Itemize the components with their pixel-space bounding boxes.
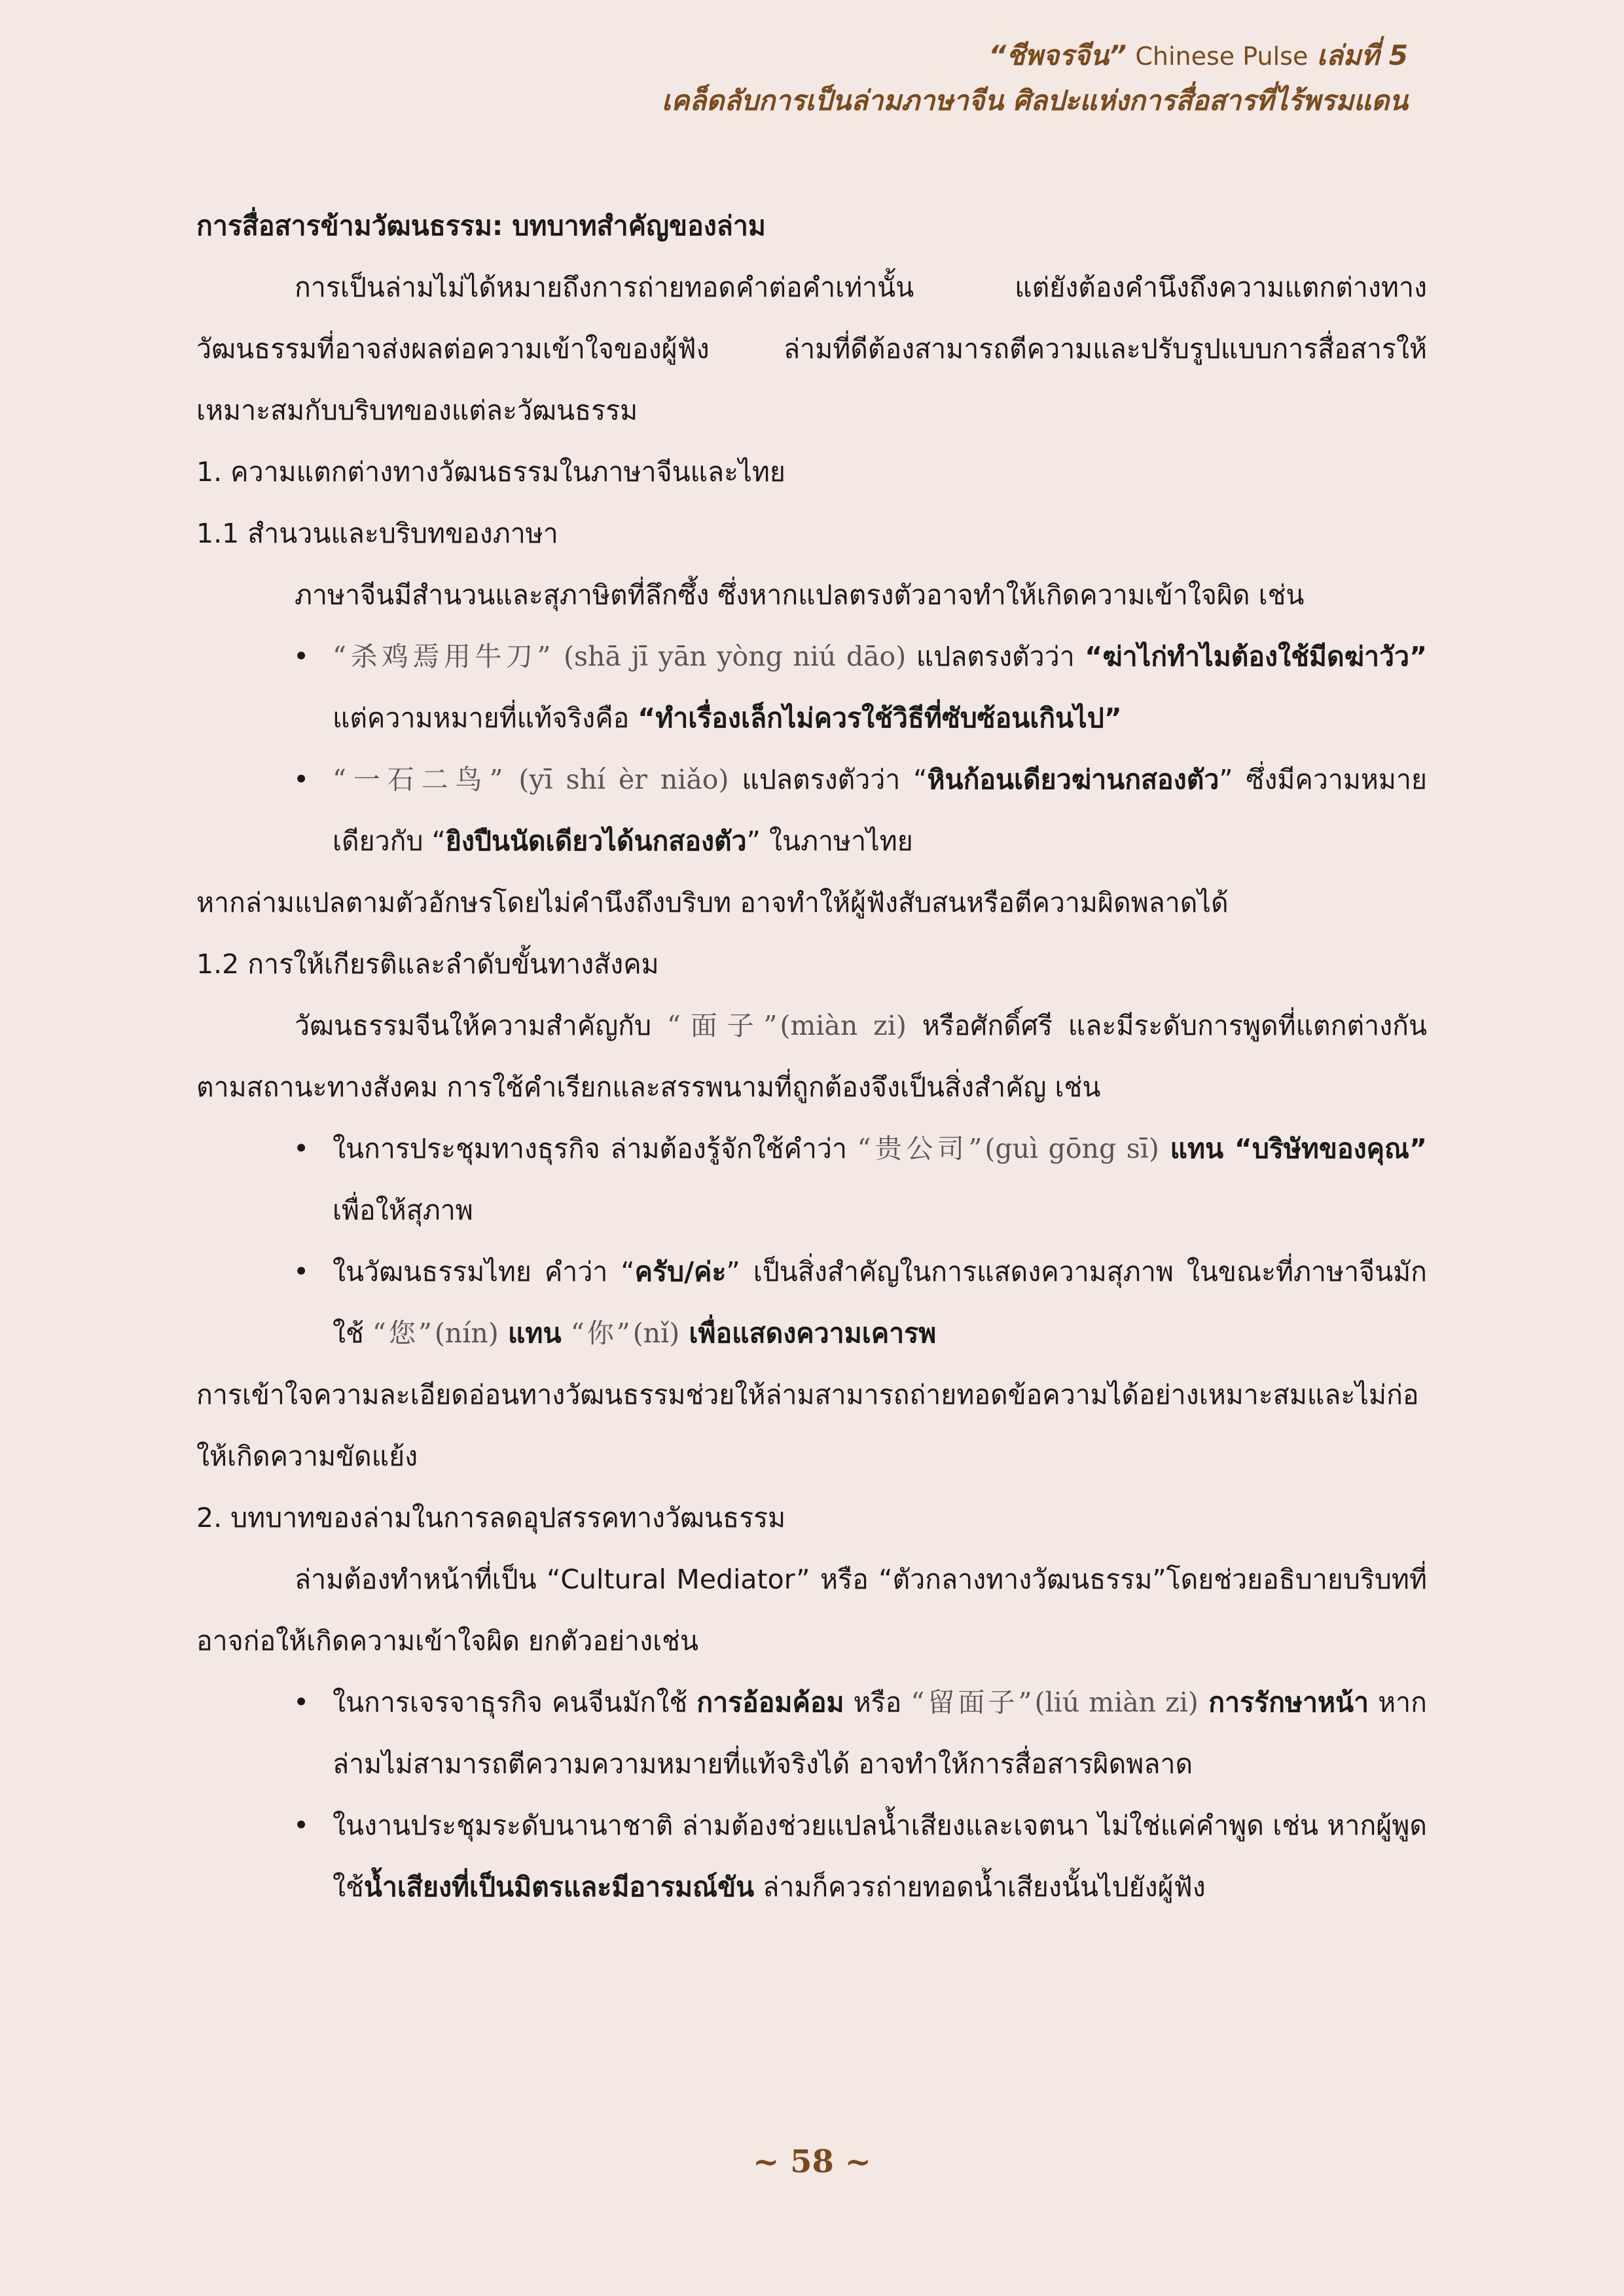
list-item — [196, 1118, 1427, 1241]
list-text: ในการเจรจาธุรกิจ คนจีนมักใช้ — [333, 1687, 697, 1718]
paragraph-2: ล่ามต้องทำหน้าที่เป็น “Cultural Mediator” หรือ “ตัวกลางทางวัฒนธรรม”โดยช่วยอธิบายบริบทที่อาจก่อให้เกิดความเข้าใจผิด ยกตัวอย่างเช่น — [196, 1564, 1427, 1657]
bold-text: น้ำเสียงที่เป็นมิตรและมีอารมณ์ขัน — [363, 1871, 755, 1903]
heading-1-1: 1.1 สำนวนและบริบทของภาษา — [196, 518, 558, 549]
section-title: การสื่อสารข้ามวัฒนธรรม: บทบาทสำคัญของล่าม — [196, 210, 766, 242]
list-text: ในงานประชุมระดับนานาชาติ ล่ามต้องช่วยแปลน้ำเสียงและเจตนา ไม่ใช่แค่คำพูด เช่น หากผู้พูดใช้ — [333, 1810, 1427, 1903]
running-header — [662, 34, 1408, 124]
list-text: เพื่อให้สุภาพ — [333, 1194, 473, 1226]
list-text: ” ในภาษาไทย — [746, 825, 913, 857]
list-item — [196, 1672, 1427, 1795]
pinyin-text: (shā jī yān yòng niú dāo) — [564, 641, 907, 672]
pinyin-text: (guì gōng sī) — [984, 1133, 1159, 1164]
idiom-list — [196, 626, 1427, 872]
bold-text: แทน “บริษัทของคุณ” — [1159, 1133, 1427, 1164]
bold-text: แทน — [498, 1318, 571, 1349]
list-text: แต่ความหมายที่แท้จริงคือ — [333, 702, 638, 734]
list-text: ” ซึ่งมีความหมายเดียวกับ “ — [333, 764, 1427, 857]
brand-thai: “ชีพจรจีน” — [988, 39, 1127, 71]
pinyin-text: (nǐ) — [632, 1318, 680, 1349]
bold-text: หินก้อนเดียวฆ่านกสองตัว — [927, 764, 1219, 795]
list-item — [196, 1241, 1427, 1364]
list-text: ในวัฒนธรรมไทย คำว่า “ — [333, 1256, 635, 1287]
paragraph-1-2-conclusion: การเข้าใจความละเอียดอ่อนทางวัฒนธรรมช่วยให้ล่ามสามารถถ่ายทอดข้อความได้อย่างเหมาะสมและไม่ก่อให้เกิดความขัดแย้ง — [196, 1379, 1419, 1472]
pinyin-text: (nín) — [434, 1318, 499, 1349]
bullet: • — [293, 1810, 310, 1841]
bold-text: “ทำเรื่องเล็กไม่ควรใช้วิธีที่ซับซ้อนเกินไป” — [638, 702, 1122, 734]
header-subtitle: เคล็ดลับการเป็นล่ามภาษาจีน ศิลปะแห่งการสื่อสารที่ไร้พรมแดน — [661, 84, 1408, 117]
paragraph-1-1-conclusion: หากล่ามแปลตามตัวอักษรโดยไม่คำนึงถึงบริบท อาจทำให้ผู้ฟังสับสนหรือตีความผิดพลาดได้ — [196, 887, 1229, 918]
paragraph-1-2 — [196, 995, 1427, 1118]
chinese-text: “面子” — [666, 1010, 780, 1041]
pinyin-text: (liú miàn zi) — [1034, 1687, 1199, 1718]
heading-1: 1. ความแตกต่างทางวัฒนธรรมในภาษาจีนและไทย — [196, 456, 785, 488]
para-text: วัฒนธรรมจีนให้ความสำคัญกับ — [295, 1010, 667, 1041]
pinyin-text: (yī shí èr niǎo) — [518, 764, 729, 795]
intro-paragraph: การเป็นล่ามไม่ได้หมายถึงการถ่ายทอดคำต่อคำเท่านั้น แต่ยังต้องคำนึงถึงความแตกต่างทางวัฒนธรรมที่อาจส่งผลต่อความเข้าใจของผู้ฟัง ล่ามที่ดีต้องสามารถตีความและปรับรูปแบบการสื่อสารให้เหมาะสมกับบริบทของแต่ละวัฒนธรรม — [196, 272, 1427, 426]
page-body — [196, 195, 1427, 1918]
list-text: หรือ — [844, 1687, 911, 1718]
page-number: ~ 58 ~ — [753, 2144, 871, 2180]
pinyin-text: (miàn zi) — [780, 1010, 907, 1041]
bullet: • — [293, 1687, 310, 1718]
bold-text: ยิงปืนนัดเดียวได้นกสองตัว — [445, 825, 747, 857]
list-text: แปลตรงตัวว่า — [916, 641, 1085, 672]
brand-english: Chinese Pulse — [1135, 42, 1308, 71]
list-item — [196, 1795, 1427, 1918]
bold-text: เพื่อแสดงความเคารพ — [679, 1318, 937, 1349]
chinese-text: “留面子” — [911, 1687, 1035, 1718]
list-text: แปลตรงตัวว่า “ — [729, 764, 928, 795]
list-item — [196, 626, 1427, 749]
bold-text: การอ้อมค้อม — [696, 1687, 844, 1718]
list-text: ล่ามก็ควรถ่ายทอดน้ำเสียงนั้นไปยังผู้ฟัง — [754, 1871, 1206, 1903]
bullet: • — [293, 764, 310, 795]
chinese-text: “一石二鸟” — [333, 764, 506, 795]
volume-label: เล่มที่ 5 — [1316, 39, 1408, 71]
list-text: ” เป็นสิ่งสำคัญในการแสดงความสุภาพ ในขณะที่ภาษาจีนมักใช้ — [333, 1256, 1428, 1349]
bold-text: ครับ/ค่ะ — [634, 1256, 727, 1287]
bullet: • — [293, 1133, 310, 1164]
header-brand — [662, 34, 1408, 78]
bullet: • — [293, 641, 310, 672]
chinese-text: “您” — [372, 1318, 435, 1349]
para-text: หรือศักดิ์ศรี และมีระดับการพูดที่แตกต่างกันตามสถานะทางสังคม การใช้คำเรียกและสรรพนามที่ถูกต้องจึงเป็นสิ่งสำคัญ เช่น — [196, 1010, 1428, 1103]
paragraph-1-1: ภาษาจีนมีสำนวนและสุภาษิตที่ลึกซึ้ง ซึ่งหากแปลตรงตัวอาจทำให้เกิดความเข้าใจผิด เช่น — [295, 579, 1305, 611]
heading-1-2: 1.2 การให้เกียรติและลำดับขั้นทางสังคม — [196, 948, 659, 980]
list-item — [196, 749, 1427, 872]
list-text: ในการประชุมทางธุรกิจ ล่ามต้องรู้จักใช้คำว่า — [333, 1133, 857, 1164]
mediator-list — [196, 1672, 1427, 1918]
bullet: • — [293, 1256, 310, 1287]
list-text: หากล่ามไม่สามารถตีความความหมายที่แท้จริงได้ อาจทำให้การสื่อสารผิดพลาด — [333, 1687, 1428, 1780]
chinese-text: “你” — [570, 1318, 633, 1349]
chinese-text: “杀鸡焉用牛刀” — [333, 641, 554, 672]
heading-2: 2. บทบาทของล่ามในการลดอุปสรรคทางวัฒนธรรม — [196, 1502, 786, 1534]
etiquette-list — [196, 1118, 1427, 1364]
bold-text: การรักษาหน้า — [1198, 1687, 1369, 1718]
bold-text: “ฆ่าไก่ทำไมต้องใช้มีดฆ่าวัว” — [1085, 641, 1428, 672]
chinese-text: “贵公司” — [857, 1133, 985, 1164]
